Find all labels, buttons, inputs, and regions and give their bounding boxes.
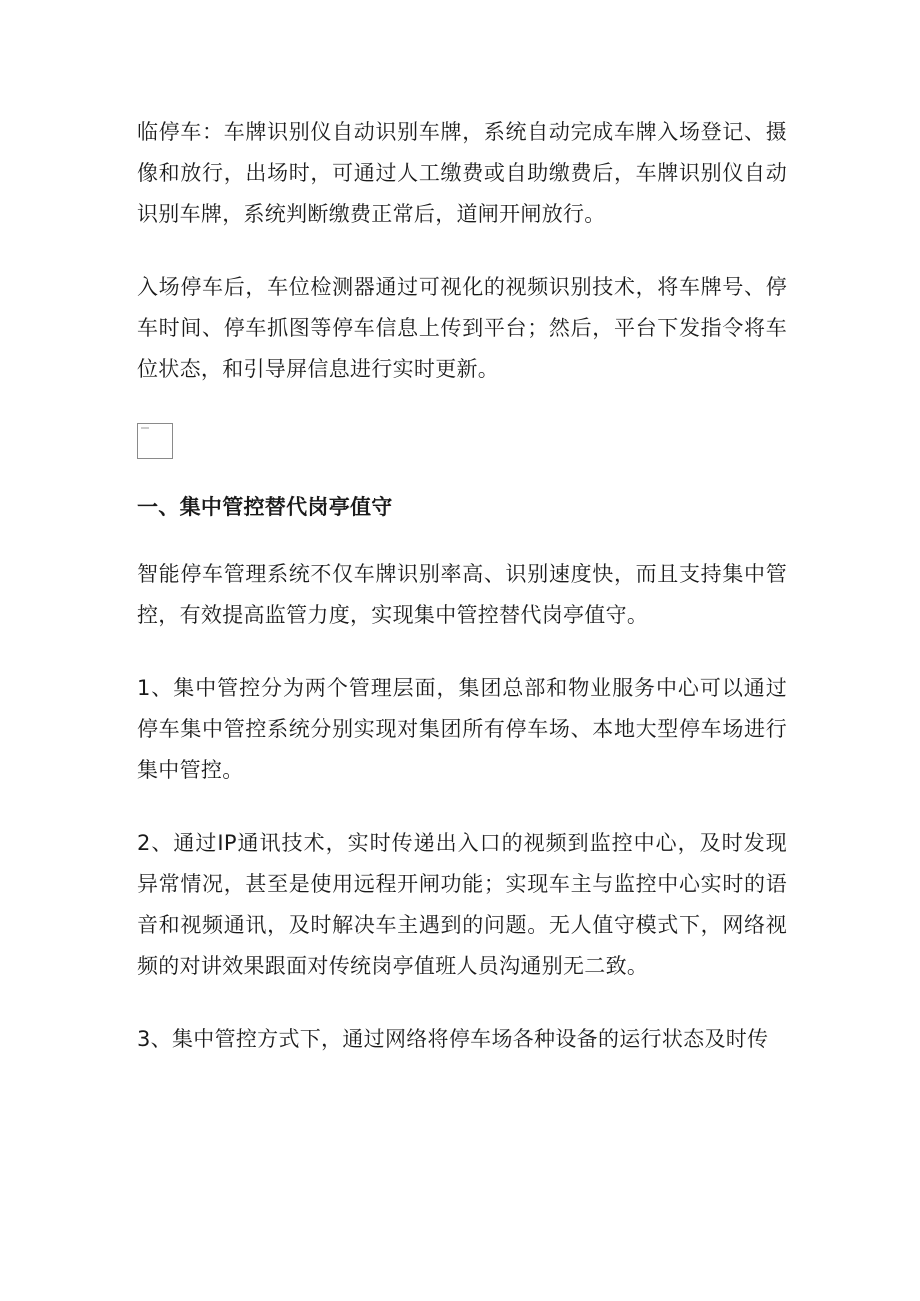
paragraph-centralized-control-intro: 智能停车管理系统不仅车牌识别率高、识别速度快，而且支持集中管控，有效提高监管力度，实现集中管控替代岗亭值守。 (137, 562, 787, 627)
paragraph-temporary-parking: 临停车：车牌识别仪自动识别车牌，系统自动完成车牌入场登记、摄像和放行，出场时，可通过人工缴费或自助缴费后，车牌识别仪自动识别车牌，系统判断缴费正常后，道闸开闸放行。 (137, 120, 787, 226)
section-heading: 一、集中管控替代岗亭值守 (137, 495, 393, 519)
paragraph-parking-detection: 入场停车后，车位检测器通过可视化的视频识别技术，将车牌号、停车时间、停车抓图等停车信息上传到平台；然后，平台下发指令将车位状态，和引导屏信息进行实时更新。 (137, 275, 787, 381)
broken-image-icon (137, 423, 173, 459)
document-body (137, 112, 787, 1060)
paragraph-item-2: 2、通过IP通讯技术，实时传递出入口的视频到监控中心，及时发现异常情况，甚至是使用远程开闸功能；实现车主与监控中心实时的语音和视频通讯，及时解决车主遇到的问题。无人值守模式下，网络视频的对讲效果跟面对传统岗亭值班人员沟通别无二致。 (137, 831, 787, 978)
paragraph-item-1: 1、集中管控分为两个管理层面，集团总部和物业服务中心可以通过停车集中管控系统分别实现对集团所有停车场、本地大型停车场进行集中管控。 (137, 676, 787, 782)
paragraph-item-3: 3、集中管控方式下，通过网络将停车场各种设备的运行状态及时传 (137, 1027, 769, 1051)
